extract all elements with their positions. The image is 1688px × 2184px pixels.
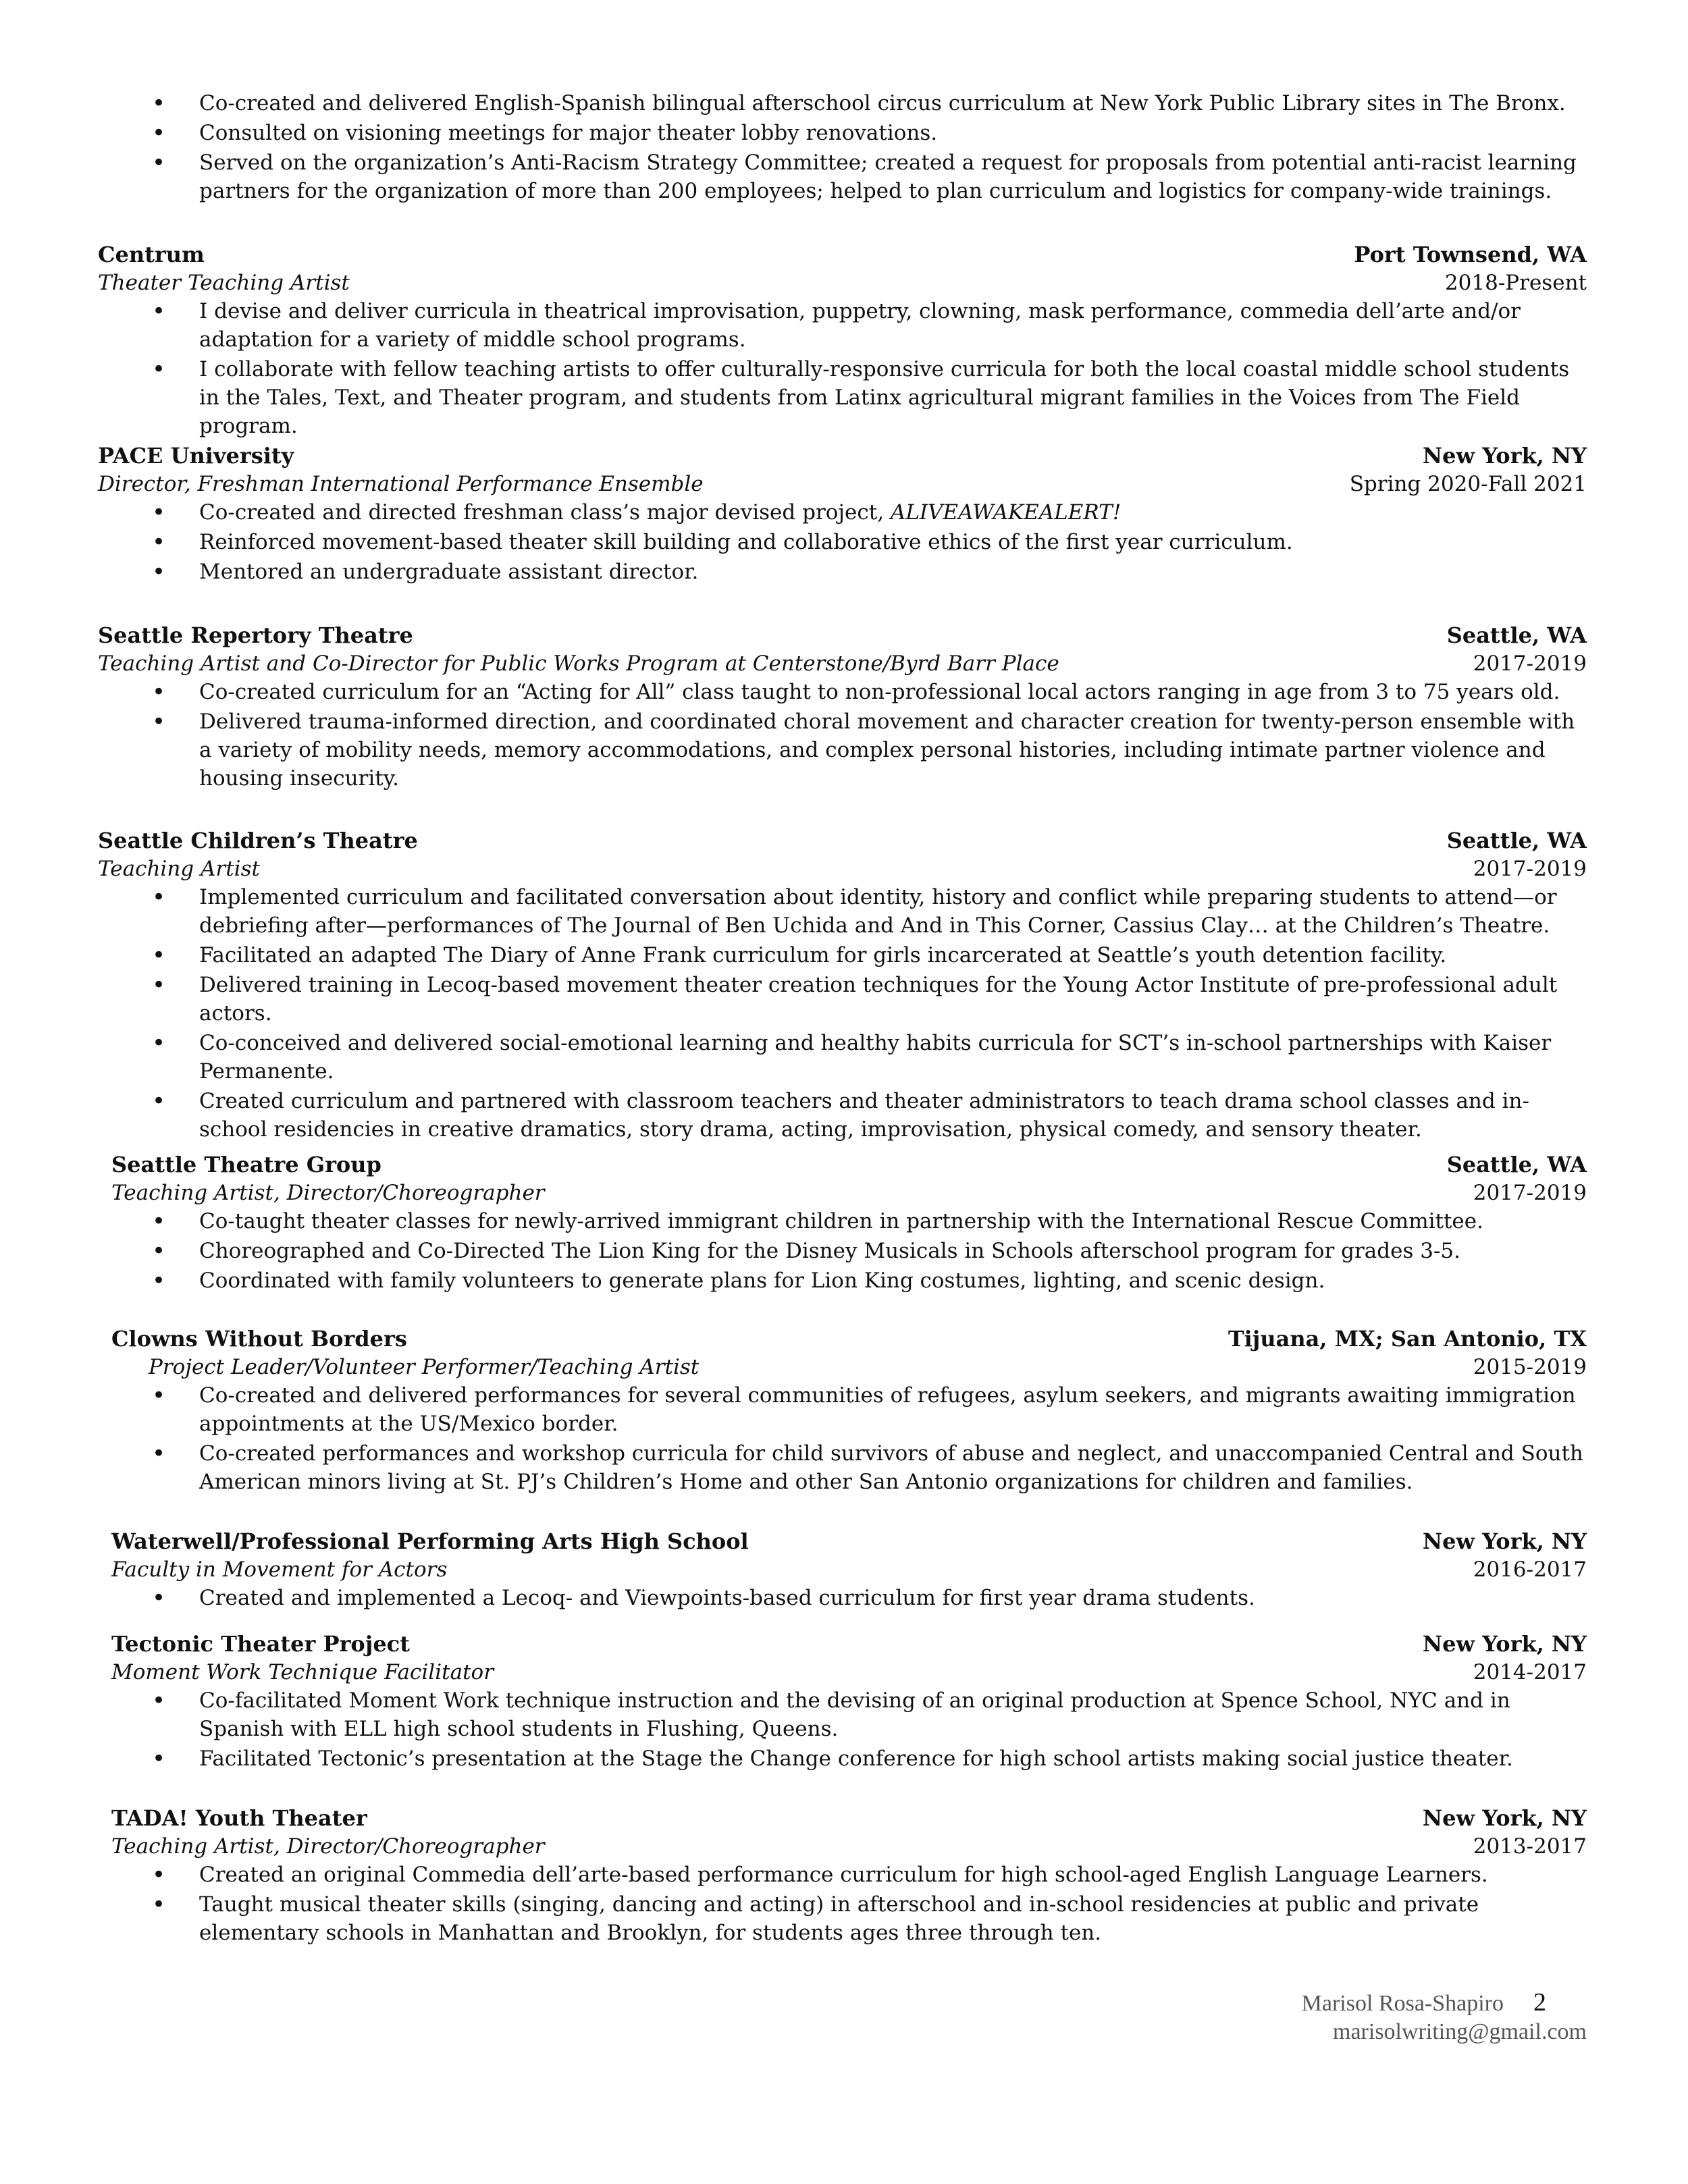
dates: 2016-2017 [1473,1557,1587,1582]
list-item: • Facilitated an adapted The Diary of Anne Frank curriculum for girls incarcerated at Seattle’s youth detention facility. [98,941,1587,969]
role-title: Moment Work Technique Facilitator [111,1660,494,1684]
list-item: • Co-facilitated Moment Work technique instruction and the devising of an original production at Spence School, NYC and in Spanish with ELL high school students in Flushing, Queens. [98,1686,1587,1743]
entry-seattle-theatre-group [0,1150,1688,1296]
location: Seattle, WA [1446,828,1587,853]
org-name: Centrum [98,242,205,267]
entry-pace-university [0,442,1688,587]
bullet-list [0,678,1688,793]
page-number: 2 [1533,1988,1546,2017]
bullet-list [0,1381,1688,1496]
location: New York, NY [1422,443,1587,469]
list-item: • Delivered training in Lecoq-based movement theater creation techniques for the Young Actor Institute of pre-professional adult actors. [98,971,1587,1028]
dates: 2017-2019 [1473,651,1587,676]
location: Seattle, WA [1446,1152,1587,1177]
location: New York, NY [1422,1805,1587,1831]
org-name: PACE University [98,443,294,469]
intro-bullet-list [0,89,1688,205]
list-item: • Coordinated with family volunteers to generate plans for Lion King costumes, lighting, and scenic design. [98,1267,1587,1295]
list-item: • Created curriculum and partnered with classroom teachers and theater administrators to teach drama school classes and in-school residencies in creative dramatics, story drama, acting, improvisation, physical comedy, and sensory theater. [98,1087,1587,1144]
org-name: Tectonic Theater Project [111,1631,410,1657]
page-footer [1302,1988,1587,2046]
location: Seattle, WA [1446,622,1587,648]
org-name: TADA! Youth Theater [111,1805,367,1831]
list-item: • Co-created performances and workshop curricula for child survivors of abuse and neglect, and unaccompanied Central and South American minors living at St. PJ’s Children’s Home and other San Antonio organizations for children and families. [98,1439,1587,1496]
intro-section [0,89,1688,207]
list-item: • Co-created curriculum for an “Acting for All” class taught to non-professional local actors ranging in age from 3 to 75 years old. [98,678,1587,706]
dates: 2013-2017 [1473,1834,1587,1859]
entry-tada-youth-theater [0,1804,1688,1948]
location: New York, NY [1422,1528,1587,1554]
entry-waterwell [0,1527,1688,1614]
dates: 2017-2019 [1473,1181,1587,1205]
list-item: • Taught musical theater skills (singing, dancing and acting) in afterschool and in-school residencies at public and private elementary schools in Manhattan and Brooklyn, for students ages three through ten. [98,1890,1587,1947]
list-item: • I devise and deliver curricula in theatrical improvisation, puppetry, clowning, mask performance, commedia dell’arte and/or adaptation for a variety of middle school programs. [98,297,1587,354]
list-item: • Consulted on visioning meetings for major theater lobby renovations. [98,119,1587,147]
org-name: Seattle Repertory Theatre [98,622,413,648]
location: Port Townsend, WA [1354,242,1587,267]
bullet-list [0,1207,1688,1295]
bullet-list [0,1861,1688,1947]
role-title: Teaching Artist and Co-Director for Public Works Program at Centerstone/Byrd Barr Place [98,651,1059,676]
entry-seattle-childrens-theatre [0,826,1688,1145]
dates: 2014-2017 [1473,1660,1587,1684]
role-title: Teaching Artist, Director/Choreographer [111,1834,545,1859]
role-title: Faculty in Movement for Actors [111,1557,448,1582]
list-item: • Created an original Commedia dell’arte-based performance curriculum for high school-aged English Language Learners. [98,1861,1587,1889]
dates: 2018-Present [1444,271,1587,295]
entry-tectonic-theater-project [0,1630,1688,1774]
footer-email: marisolwriting@gmail.com [1333,2019,1587,2044]
list-item: • Facilitated Tectonic’s presentation at the Stage the Change conference for high school artists making social justice theater. [98,1744,1587,1773]
footer-name-line [1302,1988,1587,2018]
bullet-list [0,297,1688,440]
role-title: Project Leader/Volunteer Performer/Teaching Artist [149,1355,700,1379]
entry-centrum [0,240,1688,442]
role-title: Theater Teaching Artist [98,271,350,295]
list-item: • Reinforced movement-based theater skill building and collaborative ethics of the first year curriculum. [98,528,1587,556]
org-name: Clowns Without Borders [111,1326,407,1352]
org-name: Seattle Theatre Group [111,1152,381,1177]
entry-seattle-repertory-theatre [0,621,1688,794]
entry-clowns-without-borders [0,1325,1688,1497]
list-item: • Mentored an undergraduate assistant director. [98,558,1587,586]
role-title: Director, Freshman International Performance Ensemble [98,472,704,496]
project-title: ALIVEAWAKEALERT! [890,500,1122,525]
role-title: Teaching Artist, Director/Choreographer [111,1181,545,1205]
bullet-list [0,1686,1688,1773]
list-item: • Co-created and delivered English-Spanish bilingual afterschool circus curriculum at New York Public Library sites in The Bronx. [98,89,1587,117]
list-item: • Implemented curriculum and facilitated conversation about identity, history and conflict while preparing students to attend—or debriefing after—performances of The Journal of Ben Uchida and And in This Corner, Cassius Clay… at the Children’s Theatre. [98,883,1587,940]
bullet-list [0,1584,1688,1612]
footer-name: Marisol Rosa-Shapiro [1301,1991,1504,2016]
dates: Spring 2020-Fall 2021 [1349,472,1587,496]
dates: 2017-2019 [1473,857,1587,881]
list-item: • Delivered trauma-informed direction, and coordinated choral movement and character creation for twenty-person ensemble with a variety of mobility needs, memory accommodations, and complex personal histories, including intimate partner violence and housing insecurity. [98,708,1587,793]
org-name: Waterwell/Professional Performing Arts High School [111,1528,749,1554]
list-item: • Co-taught theater classes for newly-arrived immigrant children in partnership with the International Rescue Committee. [98,1207,1587,1235]
location: Tijuana, MX; San Antonio, TX [1228,1326,1587,1352]
list-item: • Created and implemented a Lecoq- and Viewpoints-based curriculum for first year drama students. [98,1584,1587,1612]
bullet-list [0,498,1688,586]
list-item: • Co-created and directed freshman class’s major devised project, ALIVEAWAKEALERT! [98,498,1587,527]
location: New York, NY [1422,1631,1587,1657]
bullet-list [0,883,1688,1144]
list-item: • Choreographed and Co-Directed The Lion King for the Disney Musicals in Schools afterschool program for grades 3-5. [98,1237,1587,1265]
list-item: • Co-conceived and delivered social-emotional learning and healthy habits curricula for SCT’s in-school partnerships with Kaiser Permanente. [98,1029,1587,1086]
list-item: • I collaborate with fellow teaching artists to offer culturally-responsive curricula for both the local coastal middle school students in the Tales, Text, and Theater program, and students from Latinx agricultural migrant families in the Voices from The Field program. [98,355,1587,440]
org-name: Seattle Children’s Theatre [98,828,418,853]
list-item: • Co-created and delivered performances for several communities of refugees, asylum seekers, and migrants awaiting immigration appointments at the US/Mexico border. [98,1381,1587,1438]
list-item: • Served on the organization’s Anti-Racism Strategy Committee; created a request for proposals from potential anti-racist learning partners for the organization of more than 200 employees; helped to plan curriculum and logistics for company-wide trainings. [98,149,1587,205]
role-title: Teaching Artist [98,857,260,881]
dates: 2015-2019 [1473,1355,1587,1379]
